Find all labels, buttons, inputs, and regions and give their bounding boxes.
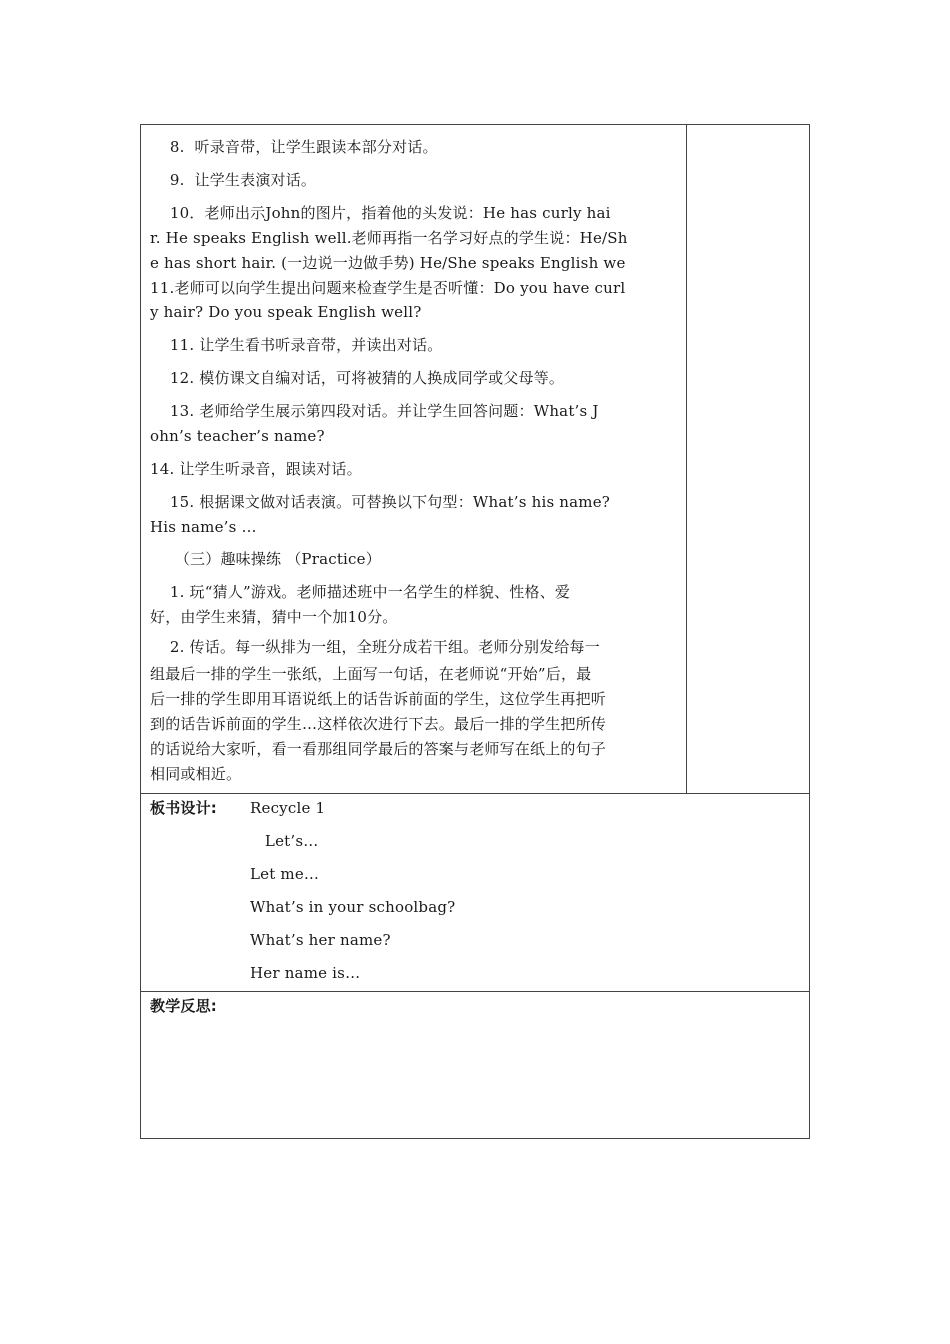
lesson-line: 1. 玩“猜人”游戏。老师描述班中一名学生的样貌、性格、爱 — [150, 583, 571, 601]
board-line: Let’s… — [250, 832, 319, 850]
lesson-line: 13. 老师给学生展示第四段对话。并让学生回答问题：What’s J — [150, 402, 599, 420]
row-divider — [141, 793, 809, 794]
notes-cell — [687, 125, 809, 793]
lesson-line: 相同或相近。 — [150, 765, 242, 783]
reflection-label: 教学反思: — [150, 997, 217, 1015]
lesson-procedure-cell — [141, 125, 687, 793]
lesson-line: 11. 让学生看书听录音带，并读出对话。 — [150, 336, 443, 354]
lesson-line: 2. 传话。每一纵排为一组，全班分成若干组。老师分别发给每一 — [150, 638, 600, 656]
section-heading: （三）趣味操练 （Practice） — [150, 550, 381, 568]
lesson-line: y hair? Do you speak English well? — [150, 303, 422, 321]
lesson-line: 好，由学生来猜，猜中一个加10分。 — [150, 608, 398, 626]
lesson-line: ohn’s teacher’s name? — [150, 427, 325, 445]
lesson-line: 组最后一排的学生一张纸，上面写一句话，在老师说“开始”后，最 — [150, 665, 592, 683]
lesson-line: 8. 听录音带，让学生跟读本部分对话。 — [150, 138, 438, 156]
board-line: What’s in your schoolbag? — [250, 898, 456, 916]
board-line: What’s her name? — [250, 931, 391, 949]
lesson-line: 10．老师出示John的图片，指着他的头发说：He has curly hai — [150, 204, 611, 222]
row-divider — [141, 991, 809, 992]
lesson-line: 12. 模仿课文自编对话，可将被猜的人换成同学或父母等。 — [150, 369, 565, 387]
board-line: Let me… — [250, 865, 320, 883]
lesson-line: 14. 让学生听录音，跟读对话。 — [150, 460, 362, 478]
lesson-plan-table — [140, 124, 810, 1139]
board-design-label: 板书设计: — [150, 799, 217, 817]
lesson-line: 后一排的学生即用耳语说纸上的话告诉前面的学生，这位学生再把听 — [150, 690, 607, 708]
lesson-line: 9. 让学生表演对话。 — [150, 171, 317, 189]
lesson-line: e has short hair. (一边说一边做手势) He/She speaks English we — [150, 254, 626, 272]
lesson-line: 11.老师可以向学生提出问题来检查学生是否听懂：Do you have curl — [150, 279, 626, 297]
lesson-line: 15. 根据课文做对话表演。可替换以下句型：What’s his name? — [150, 493, 611, 511]
lesson-line: 的话说给大家听，看一看那组同学最后的答案与老师写在纸上的句子 — [150, 740, 607, 758]
lesson-line: r. He speaks English well.老师再指一名学习好点的学生说：He/Sh — [150, 229, 628, 247]
board-line: Recycle 1 — [250, 799, 326, 817]
lesson-line: 到的话告诉前面的学生…这样依次进行下去。最后一排的学生把所传 — [150, 715, 607, 733]
board-line: Her name is… — [250, 964, 361, 982]
lesson-line: His name’s … — [150, 518, 257, 536]
